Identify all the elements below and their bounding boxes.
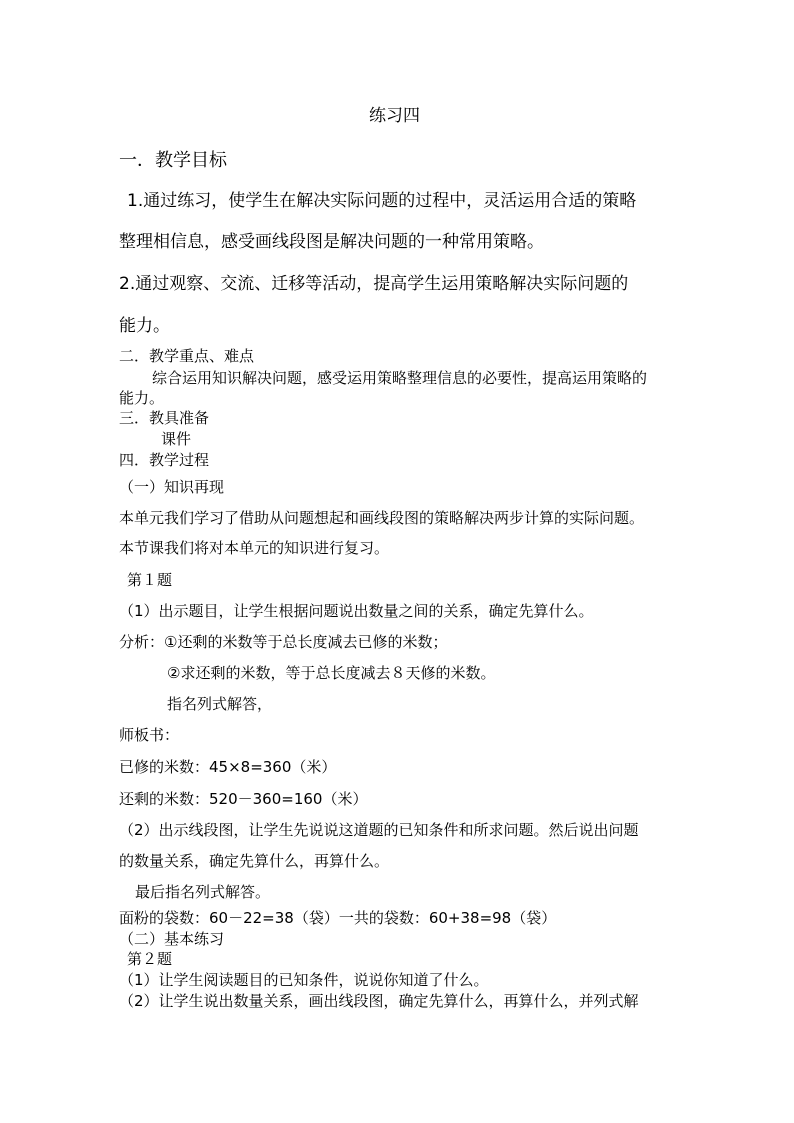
objective-2-line-2: 能力。 <box>119 316 170 336</box>
section-heading-process: 四．教学过程 <box>119 451 210 469</box>
analysis-line-1: 分析：①还剩的米数等于总长度减去已修的米数； <box>119 633 448 651</box>
question-2-step-2: （2）让学生说出数量关系，画出线段图，确定先算什么，再算什么，并列式解 <box>119 992 639 1010</box>
question-1-step-2-line-1: （2）出示线段图，让学生先说说这道题的已知条件和所求问题。然后说出问题 <box>119 821 639 839</box>
key-points-line-1: 综合运用知识解决问题，感受运用策略整理信息的必要性，提高运用策略的 <box>152 369 648 387</box>
subsection-review: （一）知识再现 <box>119 478 225 496</box>
question-2-step-1: （1）让学生阅读题目的已知条件，说说你知道了什么。 <box>119 971 489 989</box>
objective-1-line-1: 1.通过练习，使学生在解决实际问题的过程中，灵活运用合适的策略 <box>127 191 637 211</box>
objective-1-line-2: 整理相信息，感受画线段图是解决问题的一种常用策略。 <box>119 232 544 252</box>
calculation-1: 已修的米数：45×8=360（米） <box>119 758 337 776</box>
board-label: 师板书： <box>119 726 180 744</box>
calculation-3: 面粉的袋数：60－22=38（袋）一共的袋数：60+38=98（袋） <box>119 909 557 927</box>
intro-line-1: 本单元我们学习了借助从问题想起和画线段图的策略解决两步计算的实际问题。 <box>119 509 645 527</box>
question-1-step-2-line-2: 的数量关系，确定先算什么，再算什么。 <box>119 852 390 870</box>
question-2-label: 第２题 <box>127 950 173 968</box>
section-heading-key-points: 二．教学重点、难点 <box>119 347 255 365</box>
final-prompt: 最后指名列式解答。 <box>135 883 271 901</box>
key-points-line-2: 能力。 <box>119 389 165 407</box>
answer-prompt: 指名列式解答， <box>167 695 273 713</box>
calculation-2: 还剩的米数：520－360=160（米） <box>119 790 368 808</box>
analysis-line-2: ②求还剩的米数，等于总长度减去８天修的米数。 <box>167 664 496 682</box>
section-heading-materials: 三．教具准备 <box>119 409 210 427</box>
objective-2-line-1: 2.通过观察、交流、迁移等活动，提高学生运用策略解决实际问题的 <box>119 274 629 294</box>
section-heading-objectives: 一．教学目标 <box>119 150 227 171</box>
subsection-basic-practice: （二）基本练习 <box>119 930 225 948</box>
question-1-step-1: （1）出示题目，让学生根据问题说出数量之间的关系，确定先算什么。 <box>119 602 594 620</box>
intro-line-2: 本节课我们将对本单元的知识进行复习。 <box>119 539 390 557</box>
materials-item: 课件 <box>161 430 192 448</box>
question-1-label: 第１题 <box>127 571 173 589</box>
page-title: 练习四 <box>369 106 420 126</box>
